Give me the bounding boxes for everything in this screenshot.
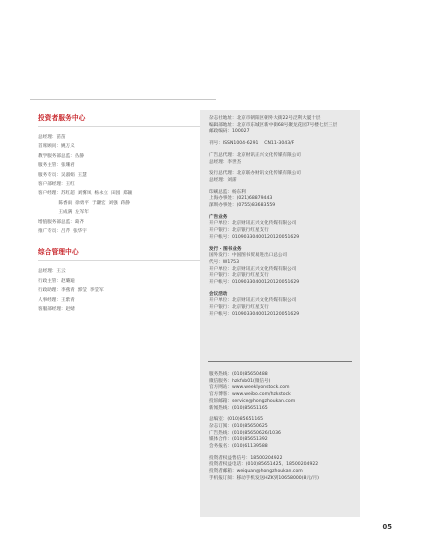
staff-line: 客服部经理：赵婧 (38, 307, 75, 313)
info-line: 新闻热线：(010)85651165 (209, 405, 268, 411)
info-line: 国外发行：中国图书贸易进出口总公司 (209, 253, 288, 259)
staff-line: 人事经理：王紫青 (38, 297, 75, 303)
info-line: 上海办事处：(021)68879443 (209, 196, 273, 202)
staff-line: 教学服务部总监：丛静 (38, 153, 84, 159)
info-line: 深圳办事处：(0755)83683559 (209, 203, 276, 209)
info-line: 开户单位：北京财讯正兴文化传媒有限公司 (209, 266, 297, 272)
section-divider (38, 260, 213, 261)
info-line: 开户单位：北京财讯正兴文化传媒有限公司 (209, 221, 297, 227)
contact-info (209, 372, 359, 483)
info-heading: 广告业务 (209, 214, 228, 220)
info-line: 微信服务：hzkfxb01(微信号) (209, 378, 271, 384)
info-line: 会务报名：(010)61139588 (209, 444, 268, 450)
staff-line: 首席顾问：姚万义 (38, 144, 75, 150)
page-number: 05 (382, 523, 392, 531)
info-line: 编辑部地址：北京市东城区新中街68号聚龙花园7号楼七层三层 (209, 122, 338, 128)
info-line: 开户帐号：01090330400120120051629 (209, 311, 300, 317)
info-line: 媒体合作：(010)85651392 (209, 437, 268, 443)
staff-line: 服务专员：吴淑娟 王慧 (38, 172, 87, 178)
info-line: 开户银行：北京银行红星支行 (209, 305, 269, 311)
info-line: 投诉邮箱：service@hongzhoukan.com (209, 398, 296, 404)
info-line: 广告总代理：北京财讯正兴文化传媒有限公司 (209, 152, 301, 158)
info-line: 服务热线：(010)85650488 (209, 372, 268, 377)
panel-divider (208, 361, 352, 362)
staff-line: 总经理：苗苗 (38, 135, 66, 140)
info-line: 投资者权益电话：(010)85651425、18500204922 (209, 462, 319, 468)
info-line: 开户帐号：01090330400120120051629 (209, 234, 300, 240)
info-line: 开户单位：北京财讯正兴文化传媒有限公司 (209, 298, 297, 304)
info-line: 开户银行：北京银行红星支行 (209, 273, 269, 279)
management-center-list (38, 267, 213, 314)
staff-line: 客户经理：苏红超 刘雾凤 杨永立 田园 郑颖 (38, 191, 133, 197)
info-line: 邮政编码：100027 (209, 129, 250, 135)
investor-center-list (38, 133, 213, 236)
staff-line: 陈香雨 徐勇平 于灏宏 刘强 蒋静 (38, 200, 130, 206)
info-line: 开户银行：北京银行红星支行 (209, 228, 269, 234)
info-line: 杂志社地址：北京市朝阳区朝外大街22号泛利大厦十层 (209, 116, 321, 121)
staff-line: 行政助理：李燕青 郭莹 李莹军 (38, 288, 104, 294)
info-line: 总经理：刘霈 (209, 177, 237, 183)
staff-line: 推广专员：吕芹 张华宇 (38, 229, 87, 235)
info-line: 发行总代理：北京联办财讯文化传媒有限公司 (209, 171, 301, 177)
info-line: 官方网站：www.weeklyonstock.com (209, 385, 290, 391)
info-line: 开户帐号：01090330400120120051629 (209, 280, 300, 286)
info-line: 印刷总监：杨东利 (209, 189, 246, 195)
info-line: 杂志订阅：(010)85650625 (209, 423, 268, 429)
staff-line: 客户部经理：王红 (38, 182, 75, 188)
info-heading: 会议活动 (209, 291, 228, 297)
info-panel (200, 110, 360, 517)
staff-line: 行政主管：赵璐迪 (38, 278, 75, 284)
info-line: 代号：W1753 (209, 259, 240, 265)
top-divider (30, 99, 216, 100)
staff-column (38, 112, 213, 315)
investor-center-title: 投资者服务中心 (38, 114, 86, 122)
info-line: 刊号：ISSN1004-6291 CN11-3043/F (209, 141, 295, 147)
management-center-title: 综合管理中心 (38, 248, 79, 257)
info-line: 投资者邮箱：weiquan@hongzhoukan.com (209, 469, 303, 475)
info-line: 手机报订阅：移动手机发送HZK到10658000(8元/月) (209, 475, 319, 481)
section-divider (38, 126, 213, 127)
info-line: 总编室：(010)85651165 (209, 417, 264, 423)
staff-line: 服务主管：张珊君 (38, 163, 75, 169)
info-line: 总经理：李世杰 (209, 159, 242, 165)
info-line: 投资者权益售信号：18500204922 (209, 455, 283, 461)
info-line: 广告热线：(010)85650626/1036 (209, 430, 281, 436)
info-line: 官方博客：www.weibo.com/hzkstock (209, 392, 291, 398)
staff-line: 总经理：王云 (38, 269, 66, 275)
info-heading: 发行 · 图书业务 (209, 246, 242, 252)
staff-line: 增值服务部总监：葛齐 (38, 219, 84, 225)
publisher-info (209, 116, 359, 319)
staff-line: 王成满 左军年 (38, 210, 89, 216)
